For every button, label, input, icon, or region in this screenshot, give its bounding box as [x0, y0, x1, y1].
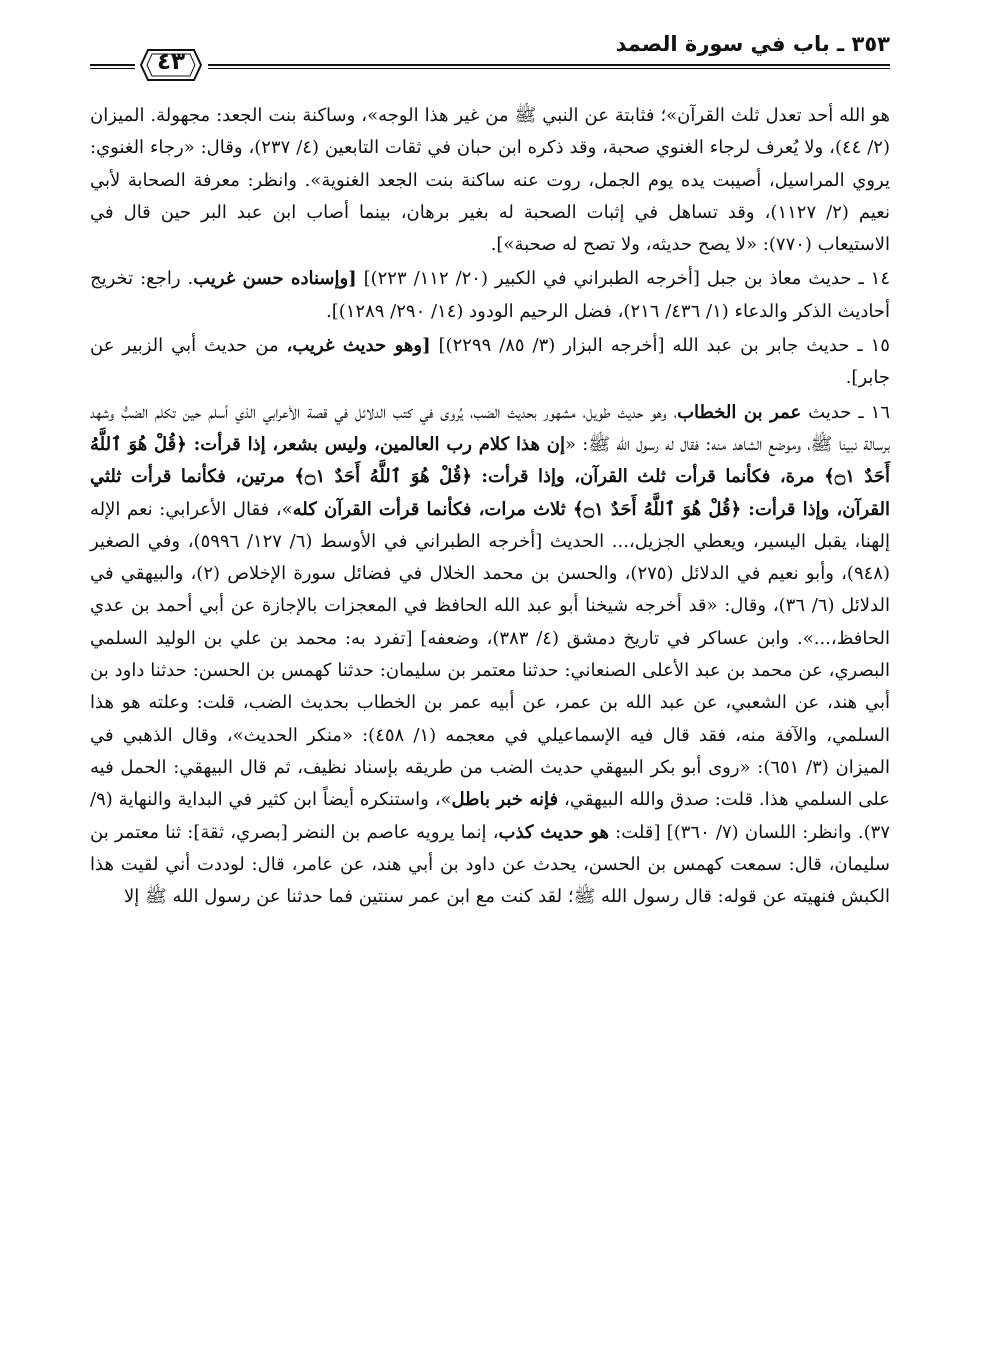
footnote-text: »، واستنكره أيضاً ابن كثير في البداية والنهاية (٩/ ٣٧). وانظر: اللسان (٧/ ٣٦٠)] [قلت: — [90, 789, 890, 843]
header-rule-left — [90, 64, 135, 69]
footnote-16 — [90, 397, 890, 914]
running-title: ٣٥٣ ـ باب في سورة الصمد — [615, 32, 890, 56]
footnote-text: ، إنما يرويه عاصم بن النضر [بصري، ثقة]: ثنا معتمر بن سليمان، قال: سمعت كهمس بن الحسن، يحدث عن داود بن أبي هند، عن عامر، قال: لوددت أني لقيت هذا الكبش فنهيته عن قوله: قال رسول الله ﷺ؛ لقد كنت مع ابن عمر سنتين فما حدثنا عن رسول الله ﷺ إلا — [90, 821, 890, 908]
footnote-14 — [90, 263, 890, 328]
footnote-text: ١٦ ـ حديث — [801, 401, 890, 423]
hadith-text: إن هذا كلام رب العالمين، وليس بشعر، إذا قرأت: ﴿قُلْ هُوَ ٱللَّهُ أَحَدٌ ۝١﴾ مرة، فكأنما قرأت ثلث القرآن، وإذا قرأت: ﴿قُلْ هُوَ ٱللَّهُ أَحَدٌ ۝١﴾ مرتين، فكأنما قرأت ثلثي القرآن، وإذا قرأت: ﴿قُلْ هُوَ ٱللَّهُ أَحَدٌ ۝١﴾ ثلاث مرات، فكأنما قرأت القرآن كله — [90, 433, 890, 520]
footnotes-body — [90, 100, 890, 913]
verdict-false-report: فإنه خبر باطل — [451, 789, 559, 811]
verdict-fabricated: هو حديث كذب — [498, 821, 609, 843]
footnote-15 — [90, 330, 890, 395]
companion-name: عمر بن الخطاب — [677, 401, 802, 423]
footnote-text: »، فقال الأعرابي: نعم الإله إلهنا، يقبل اليسير، ويعطي الجزيل،... الحديث [أخرجه الطبراني في الأوسط (٦/ ١٢٧/ ٥٩٩٦)، وفي الصغير (٩٤٨)، وأبو نعيم في الدلائل (٢٧٥)، والحسن بن محمد الخلال في فضائل سورة الإخلاص (٢)، والبيهقي في الدلائل (٦/ ٣٦)، وقال: «قد أخرجه شيخنا أبو عبد الله الحافظ في المعجزات بالإجازة عن أبي أحمد بن عدي الحافظ،...». وابن عساكر في تاريخ دمشق (٤/ ٣٨٣)، وضعفه] [تفرد به: محمد بن علي بن الوليد السلمي البصري، عن محمد بن عبد الأعلى الصنعاني: حدثنا معتمر بن سليمان: حدثنا كهمس بن الحسن: حدثنا داود بن أبي هند، عن الشعبي، عن عبد الله بن عمر، عن أبيه عمر بن الخطاب بحديث الضب، قلت: وعلته هو هذا السلمي، والآفة منه، فقد قال فيه الإسماعيلي في معجمه (١/ ٤٥٨): «منكر الحديث»، وقال الذهبي في الميزان (٣/ ٦٥١): «روى أبو بكر البيهقي حديث الضب من طريقه بإسناد نظيف، ثم قال البيهقي: الحمل فيه على السلمي هذا. قلت: صدق والله البيهقي، — [90, 498, 890, 811]
footnote-text: ، وهو حديث طويل، مشهور بحديث الضب، يُروى في كتب الدلائل في قصة الأعرابي الذي أسلم حين تكلم الضبُّ وشهد برسالة نبينا ﷺ، وموضع الشاهد منه: فقال له رسول الله ﷺ: « — [90, 401, 890, 455]
footnote-text: هو الله أحد تعدل ثلث القرآن»؛ فثابتة عن النبي ﷺ من غير هذا الوجه»، وساكنة بنت الجعد: مجهولة. الميزان (٢/ ٤٤)، ولا يُعرف لرجاء الغنوي صحبة، وقد ذكره ابن حبان في ثقات التابعين (٤/ ٢٣٧)، وقال: «رجاء الغنوي: يروي المراسيل، أصيبت يده يوم الجمل، روت عنه ساكنة بنت الجعد الغنوية». وانظر: معرفة الصحابة لأبي نعيم (٢/ ١١٢٧)، وقد تساهل في إثبات الصحبة له بغير برهان، بينما أصاب ابن عبد البر حين قال في الاستيعاب (٧٧٠): «لا يصح حديثه، ولا تصح له صحبة»]. — [90, 105, 890, 256]
footnote-text: ١٥ ـ حديث جابر بن عبد الله [أخرجه البزار (٣/ ٨٥/ ٢٢٩٩)] — [430, 335, 890, 357]
page-number: ٤٣ — [156, 49, 186, 75]
page-header — [90, 30, 890, 92]
footnote-continuation — [90, 100, 890, 261]
footnote-verdict: [وإسناده حسن غريب — [193, 268, 357, 290]
header-rule-right — [208, 64, 890, 69]
page-number-ornament — [138, 46, 204, 84]
footnote-text: من حديث أبي الزبير عن جابر]. — [90, 335, 890, 389]
footnote-text: ١٤ ـ حديث معاذ بن جبل [أخرجه الطبراني في الكبير (٢٠/ ١١٢/ ٢٢٣)] — [356, 268, 890, 290]
footnote-verdict: [وهو حديث غريب، — [286, 335, 431, 357]
footnote-text: . راجع: تخريج أحاديث الذكر والدعاء (١/ ٤٣٦/ ٢١٦)، فضل الرحيم الودود (١٤/ ٢٩٠/ ١٢٨٩)]. — [90, 268, 890, 322]
